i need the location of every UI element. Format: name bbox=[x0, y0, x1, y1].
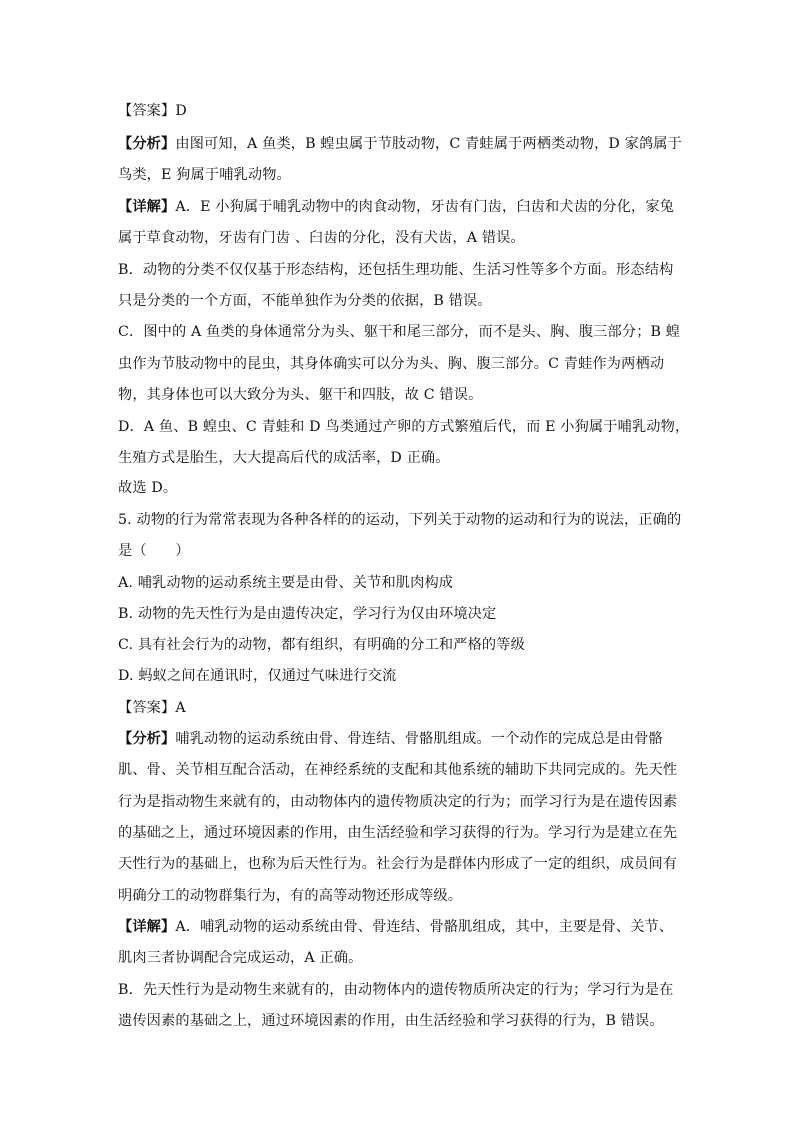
text-line bbox=[118, 823, 677, 843]
text-line bbox=[118, 886, 462, 906]
section-label: 【分析】 bbox=[118, 731, 176, 747]
line-text: 的基础之上，通过环境因素的作用，由生活经验和学习获得的行为。学习行为是建立在先 bbox=[118, 825, 678, 841]
line-text: B．先天性行为是动物生来就有的，由动物体内的遗传物质所决定的行为；学习行为是在 bbox=[118, 982, 674, 998]
text-line bbox=[118, 980, 673, 1000]
line-text: 属于草食动物，牙齿有门齿 、臼齿的分化，没有犬齿，A 错误。 bbox=[118, 230, 525, 246]
text-line bbox=[118, 417, 689, 437]
text-line bbox=[118, 478, 177, 498]
line-text: 行为是指动物生来就有的，由动物体内的遗传物质决定的行为；而学习行为是在遗传因素 bbox=[118, 794, 678, 810]
text-line bbox=[118, 134, 682, 154]
text-line bbox=[118, 291, 492, 311]
text-line bbox=[118, 448, 450, 468]
line-text: B. 动物的先天性行为是由遗传决定，学习行为仅由环境决定 bbox=[118, 606, 497, 622]
line-text: D bbox=[175, 103, 187, 119]
line-text: C．图中的 A 鱼类的身体通常分为头、躯干和尾三部分，而不是头、胸、腹三部分；B 蝗 bbox=[118, 324, 681, 340]
line-text: 物，其身体也可以大致分为头、躯干和四肢，故 C 错误。 bbox=[118, 387, 483, 403]
text-line bbox=[118, 1011, 664, 1031]
text-line bbox=[118, 541, 190, 561]
section-label: 【详解】 bbox=[118, 919, 176, 935]
line-text: 哺乳动物的运动系统由骨、骨连结、骨骼肌组成。一个动作的完成总是由骨骼 bbox=[175, 731, 663, 747]
text-line bbox=[118, 510, 681, 530]
line-text: 肌肉三者协调配合完成运动，A 正确。 bbox=[118, 950, 363, 966]
line-text: 是（ ） bbox=[118, 543, 190, 559]
text-line bbox=[118, 948, 362, 968]
line-text: 只是分类的一个方面，不能单独作为分类的依据，B 错误。 bbox=[118, 293, 492, 309]
text-line bbox=[118, 573, 453, 593]
text-line bbox=[118, 729, 663, 749]
line-text: 遗传因素的基础之上，通过环境因素的作用，由生活经验和学习获得的行为，B 错误。 bbox=[118, 1013, 664, 1029]
line-text: 故选 D。 bbox=[118, 480, 178, 496]
line-text: D．A 鱼、B 蝗虫、C 青蛙和 D 鸟类通过产卵的方式繁殖后代，而 E 小狗属于哺乳动物， bbox=[118, 419, 690, 435]
line-text: A. 哺乳动物的运动系统主要是由骨、关节和肌肉构成 bbox=[118, 575, 454, 591]
text-line bbox=[118, 354, 664, 374]
line-text: 虫作为节肢动物中的昆虫，其身体确实可以分为头、胸、腹三部分。C 青蛙作为两栖动 bbox=[118, 356, 665, 372]
text-line bbox=[118, 228, 525, 248]
line-text: 鸟类，E 狗属于哺乳动物。 bbox=[118, 167, 291, 183]
text-line bbox=[118, 854, 677, 874]
line-text: C. 具有社会行为的动物，都有组织，有明确的分工和严格的等级 bbox=[118, 637, 525, 653]
section-label: 【分析】 bbox=[118, 136, 176, 152]
line-text: 【答案】 bbox=[118, 103, 176, 119]
line-text: 5. 动物的行为常常表现为各种各样的的运动，下列关于动物的运动和行为的说法，正确的 bbox=[118, 512, 682, 528]
text-line bbox=[118, 101, 187, 121]
text-line bbox=[118, 760, 677, 780]
text-line bbox=[118, 604, 496, 624]
text-line bbox=[118, 197, 674, 217]
line-text: A．E 小狗属于哺乳动物中的肉食动物，牙齿有门齿，臼齿和犬齿的分化，家兔 bbox=[175, 199, 675, 215]
section-label: 【详解】 bbox=[118, 199, 176, 215]
text-line bbox=[118, 165, 291, 185]
line-text: A bbox=[175, 700, 186, 716]
line-text: 明确分工的动物群集行为，有的高等动物还形成等级。 bbox=[118, 888, 463, 904]
text-line bbox=[118, 260, 673, 280]
text-line bbox=[118, 698, 186, 718]
text-line bbox=[118, 917, 673, 937]
text-line bbox=[118, 635, 525, 655]
line-text: 生殖方式是胎生，大大提高后代的成活率，D 正确。 bbox=[118, 450, 450, 466]
text-line bbox=[118, 322, 680, 342]
text-line bbox=[118, 385, 482, 405]
line-text: D. 蚂蚁之间在通讯时，仅通过气味进行交流 bbox=[118, 668, 397, 684]
line-text: 肌、骨、关节相互配合活动，在神经系统的支配和其他系统的辅助下共同完成的。先天性 bbox=[118, 762, 678, 778]
line-text: A．哺乳动物的运动系统由骨、骨连结、骨骼肌组成，其中，主要是骨、关节、 bbox=[175, 919, 674, 935]
line-text: 由图可知，A 鱼类，B 蝗虫属于节肢动物，C 青蛙属于两栖类动物，D 家鸽属于 bbox=[175, 136, 682, 152]
line-text: 【答案】 bbox=[118, 700, 176, 716]
text-line bbox=[118, 666, 396, 686]
text-line bbox=[118, 792, 677, 812]
line-text: B．动物的分类不仅仅基于形态结构，还包括生理功能、生活习性等多个方面。形态结构 bbox=[118, 262, 674, 278]
line-text: 天性行为的基础上，也称为后天性行为。社会行为是群体内形成了一定的组织，成员间有 bbox=[118, 856, 678, 872]
